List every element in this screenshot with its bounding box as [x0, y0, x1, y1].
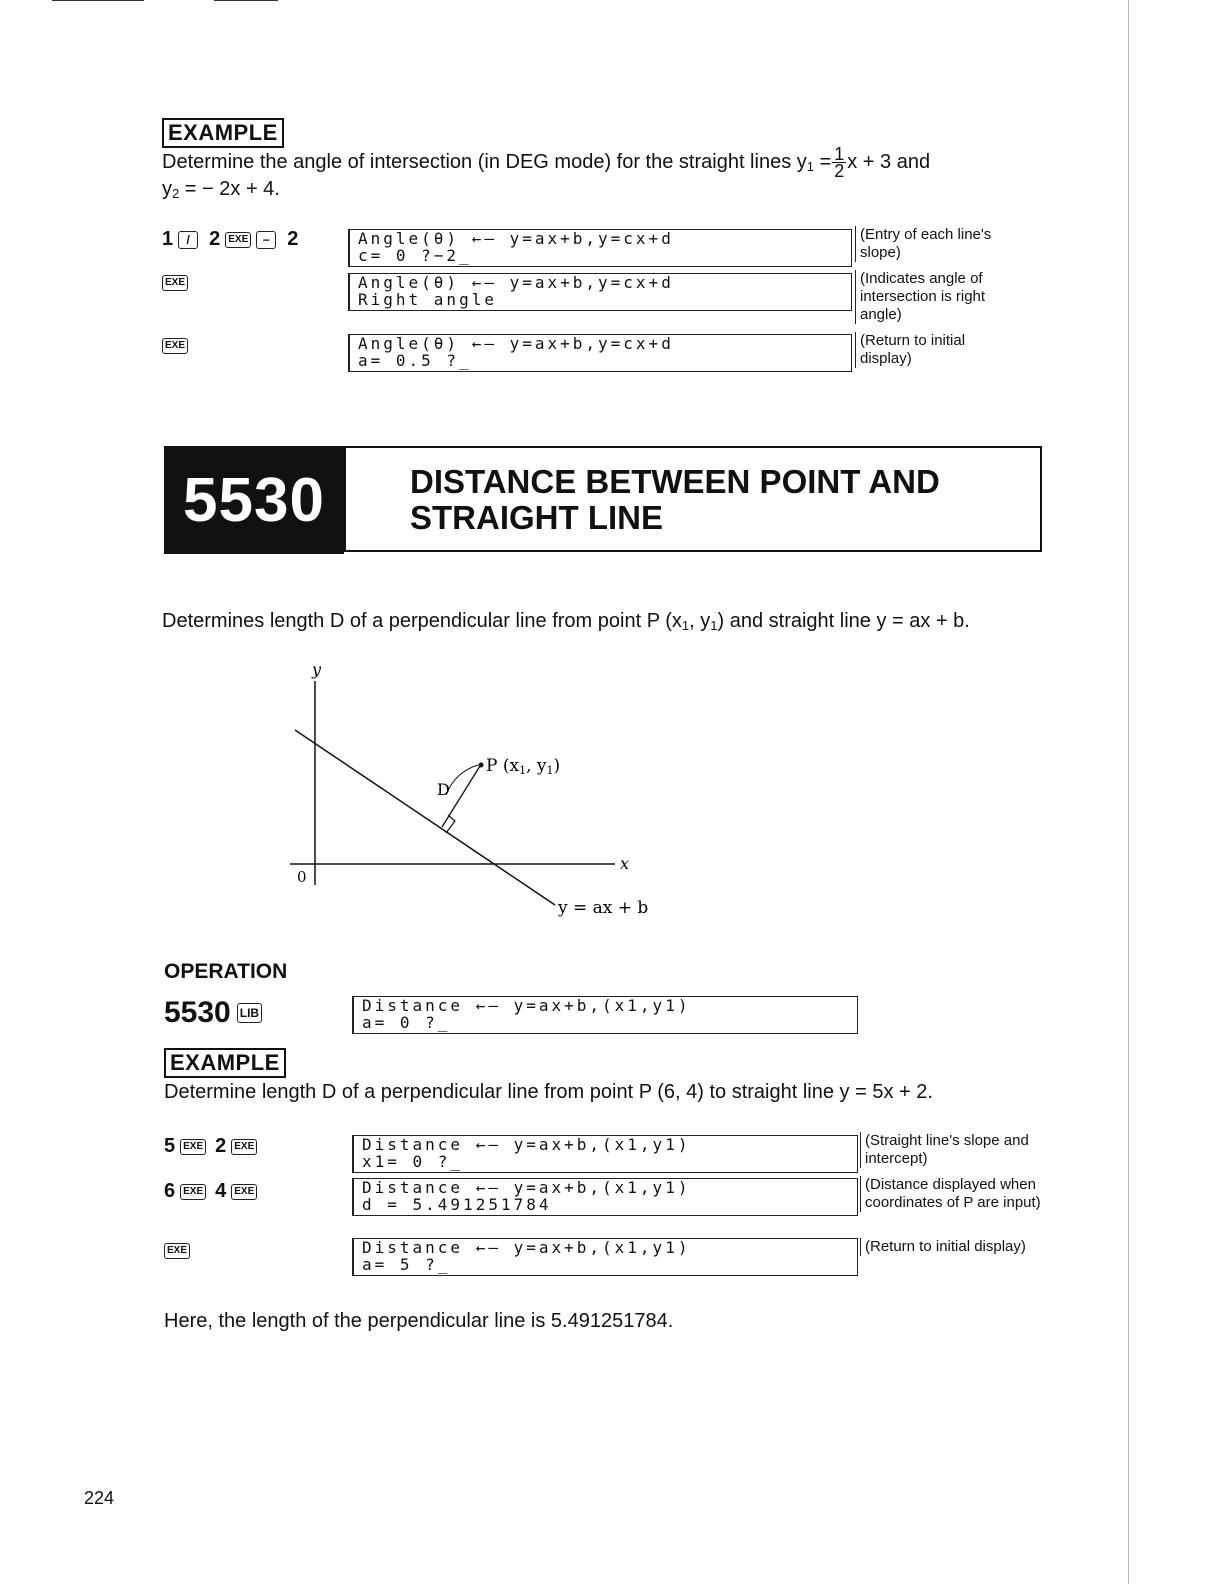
exe-key[interactable]: EXE	[231, 1139, 257, 1155]
section-title-box	[344, 446, 1042, 552]
operation-heading: OPERATION	[164, 960, 288, 983]
page-edge-line	[1128, 0, 1129, 1584]
origin-label: 0	[297, 868, 307, 886]
distance-label: D	[437, 780, 450, 799]
distance-diagram	[260, 655, 660, 925]
intro-text: Determines length D of a perpendicular line from point P ($x_1$, $y_1$) and straight line y = ax + b.	[162, 610, 970, 633]
lcd-display: Distance ←– y=ax+b,(x1,y1) x1= 0 ?_	[352, 1135, 858, 1173]
conclusion-text: Here, the length of the perpendicular line is 5.491251784.	[164, 1310, 674, 1332]
lcd-display: Angle(θ) ←– y=ax+b,y=cx+d c= 0 ?−2_	[348, 229, 852, 267]
key-sequence	[162, 275, 188, 291]
step-note: (Straight line's slope and intercept)	[860, 1132, 1046, 1168]
key-sequence: 1 / 2 EXE − 2	[162, 228, 299, 250]
section-number-badge: 5530	[164, 446, 344, 554]
exe-key[interactable]: EXE	[180, 1139, 206, 1155]
x-axis-label: x	[620, 854, 630, 873]
step-note: (Return to initial display)	[855, 332, 1005, 368]
lcd-display: Distance ←– y=ax+b,(x1,y1) a= 5 ?_	[352, 1238, 858, 1276]
key-sequence: 6 EXE 4 EXE	[164, 1180, 257, 1203]
y-axis-label: y	[312, 660, 322, 679]
point-label: P (x1, y1)	[486, 756, 561, 777]
step-note: (Indicates angle of intersection is right angle)	[855, 270, 1020, 324]
fraction: $\frac{1}{2}$	[834, 144, 845, 181]
lcd-display: Distance ←– y=ax+b,(x1,y1) a= 0 ?_	[352, 996, 858, 1034]
key-sequence	[162, 338, 188, 354]
lcd-display: Distance ←– y=ax+b,(x1,y1) d = 5.491251784	[352, 1178, 858, 1216]
exe-key[interactable]: EXE	[180, 1184, 206, 1200]
lcd-display: Angle(θ) ←– y=ax+b,y=cx+d a= 0.5 ?_	[348, 334, 852, 372]
example-label: EXAMPLE	[162, 118, 284, 148]
minus-key[interactable]: −	[256, 231, 276, 249]
example1-text-line1: Determine the angle of intersection (in DEG mode) for the straight lines $y_1$ = $\frac{1}{2}$ x + 3 and	[162, 144, 931, 181]
exe-key[interactable]: EXE	[225, 232, 251, 248]
lib-key[interactable]: LIB	[237, 1003, 262, 1023]
page-number: 224	[84, 1488, 115, 1508]
step-note: (Distance displayed when coordinates of P are input)	[860, 1176, 1046, 1212]
step-note: (Return to initial display)	[860, 1238, 1046, 1256]
step-note: (Entry of each line's slope)	[855, 226, 1027, 262]
lcd-display: Angle(θ) ←– y=ax+b,y=cx+d Right angle	[348, 273, 852, 311]
exe-key[interactable]: EXE	[162, 338, 188, 354]
line-equation-label: y = ax + b	[558, 898, 649, 918]
operation-key-sequence: 5530 LIB	[164, 996, 262, 1030]
point-p-marker	[479, 763, 484, 768]
key-sequence	[164, 1243, 190, 1259]
distance-arc	[446, 765, 478, 795]
example-label: EXAMPLE	[164, 1048, 286, 1078]
example2-text: Determine length D of a perpendicular line from point P (6, 4) to straight line y = 5x + 2.	[164, 1081, 933, 1103]
top-rule-left	[52, 0, 144, 1]
exe-key[interactable]: EXE	[164, 1243, 190, 1259]
top-rule-right	[214, 0, 278, 1]
exe-key[interactable]: EXE	[162, 275, 188, 291]
fraction-key[interactable]: /	[178, 231, 198, 249]
example1-text-line2: $y_2$ = − 2x + 4.	[162, 178, 280, 201]
section-title: DISTANCE BETWEEN POINT AND STRAIGHT LINE	[410, 463, 940, 536]
key-sequence: 5 EXE 2 EXE	[164, 1135, 257, 1158]
exe-key[interactable]: EXE	[231, 1184, 257, 1200]
